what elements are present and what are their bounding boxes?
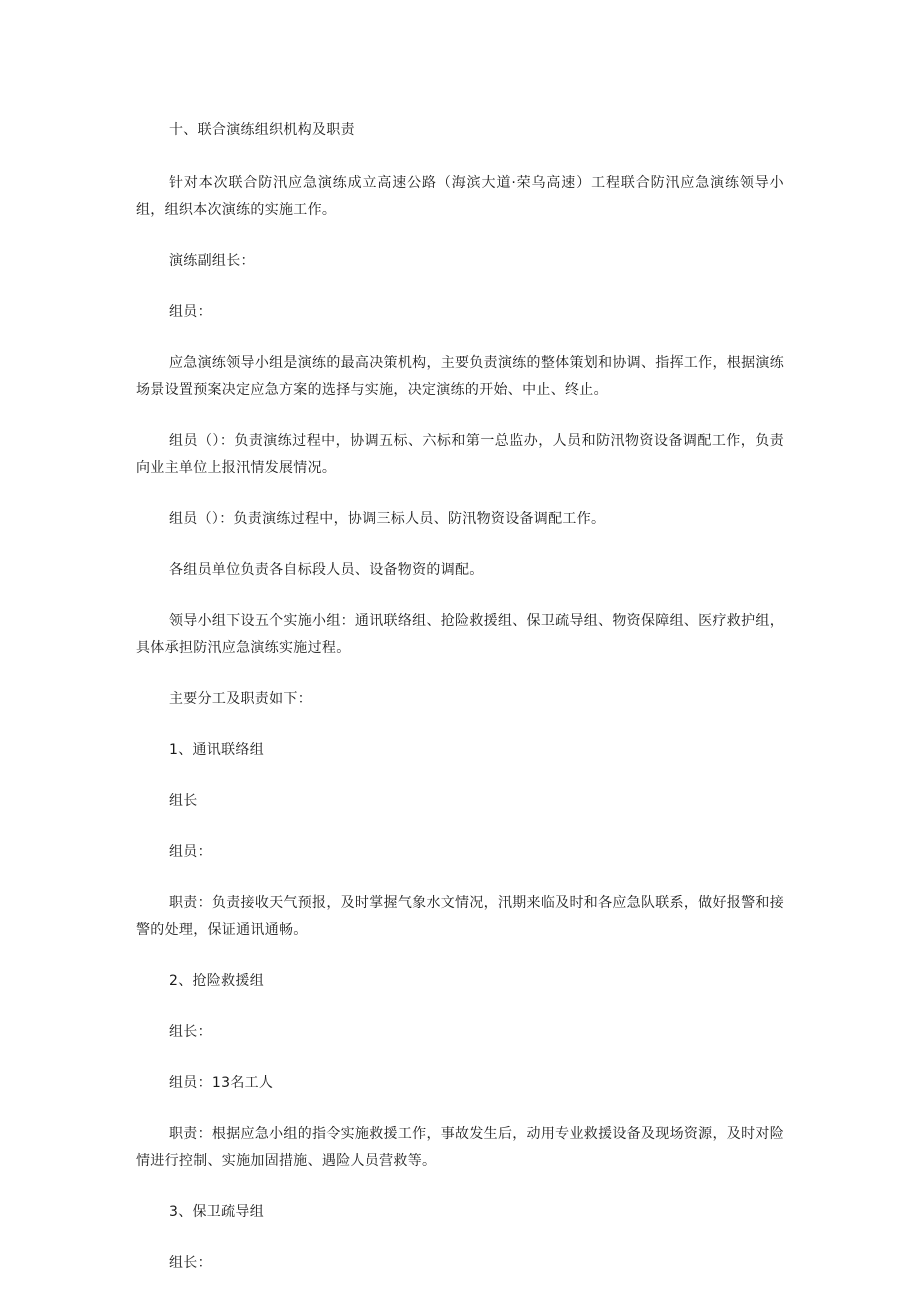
paragraph-subgroups: 领导小组下设五个实施小组：通讯联络组、抢险救援组、保卫疏导组、物资保障组、医疗救护组，具体承担防汛应急演练实施过程。: [136, 613, 784, 656]
group-2-duty: 职责：根据应急小组的指令实施救援工作，事故发生后，动用专业救援设备及现场资源，及时对险情进行控制、实施加固措施、遇险人员营救等。: [136, 1126, 784, 1169]
group-3-title: 3、保卫疏导组: [169, 1204, 265, 1220]
paragraph-members: 组员：: [169, 304, 212, 320]
paragraph-division-title: 主要分工及职责如下：: [169, 691, 312, 707]
paragraph-member-duty-1: 组员（）：负责演练过程中，协调五标、六标和第一总监办，人员和防汛物资设备调配工作，负责向业主单位上报汛情发展情况。: [136, 433, 784, 476]
section-heading: 十、联合演练组织机构及职责: [169, 122, 355, 138]
paragraph-deputy-leader: 演练副组长：: [169, 253, 255, 269]
paragraph-units-duty: 各组员单位负责各自标段人员、设备物资的调配。: [169, 562, 484, 578]
group-2-leader: 组长：: [169, 1024, 212, 1040]
group-1-members: 组员：: [169, 844, 212, 860]
group-1-duty: 职责：负责接收天气预报，及时掌握气象水文情况，汛期来临及时和各应急队联系，做好报警和接警的处理，保证通讯通畅。: [136, 895, 784, 938]
group-2-members: 组员：13名工人: [169, 1075, 274, 1091]
group-1-title: 1、通讯联络组: [169, 742, 265, 758]
group-2-title: 2、抢险救援组: [169, 973, 265, 989]
paragraph-intro: 针对本次联合防汛应急演练成立高速公路（海滨大道·荣乌高速）工程联合防汛应急演练领导小组，组织本次演练的实施工作。: [136, 175, 784, 218]
paragraph-member-duty-2: 组员（）：负责演练过程中，协调三标人员、防汛物资设备调配工作。: [169, 511, 606, 527]
group-1-leader: 组长: [169, 793, 198, 809]
group-3-leader: 组长：: [169, 1255, 212, 1271]
paragraph-leadership-role: 应急演练领导小组是演练的最高决策机构，主要负责演练的整体策划和协调、指挥工作，根据演练场景设置预案决定应急方案的选择与实施，决定演练的开始、中止、终止。: [136, 355, 784, 398]
